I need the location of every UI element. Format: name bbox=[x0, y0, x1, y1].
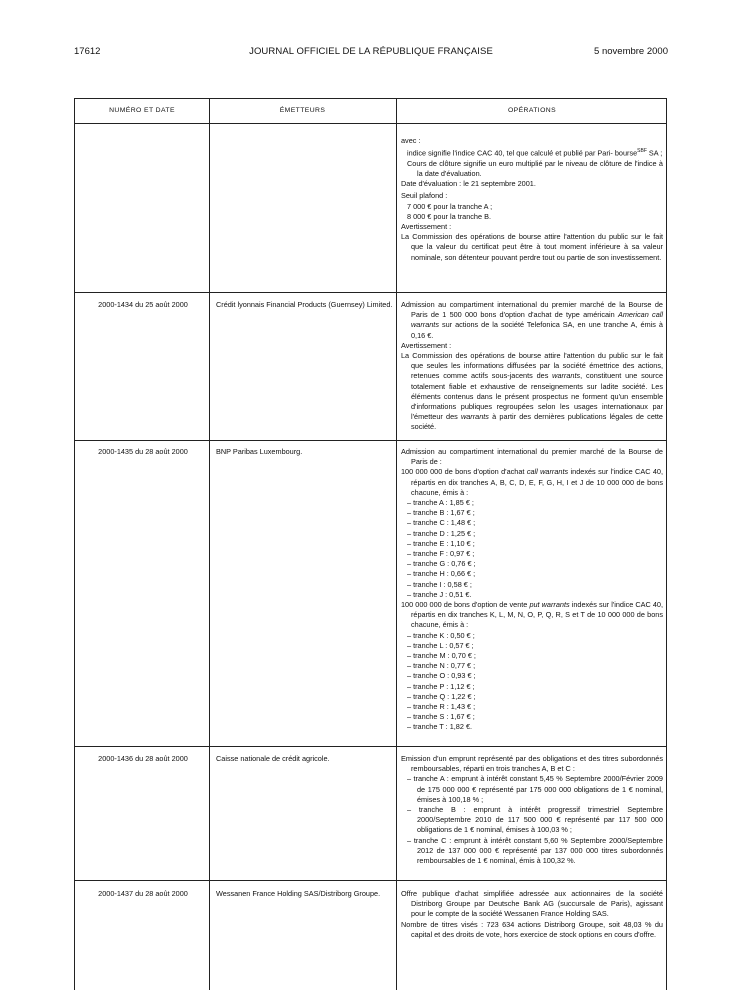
text-line: 7 000 € pour la tranche A ; bbox=[407, 201, 493, 211]
text-line bbox=[401, 146, 663, 159]
list-item: – tranche F : 0,97 € ; bbox=[407, 549, 475, 559]
row0-operations bbox=[401, 136, 663, 263]
text-line: 8 000 € pour la tranche B. bbox=[407, 211, 491, 221]
publication-date: 5 novembre 2000 bbox=[594, 46, 668, 57]
list-item: – tranche L : 0,57 € ; bbox=[407, 640, 474, 650]
page-number: 17612 bbox=[74, 46, 101, 57]
page-header bbox=[74, 46, 668, 60]
text-line: Nombre de titres visés : 723 634 actions Distriborg Groupe, soit 48,03 % du capital et des droits de vote, hors exercice de stock options en cours d'offre. bbox=[401, 919, 663, 939]
list-item: – tranche A : 1,85 € ; bbox=[407, 498, 474, 508]
text-line: Seuil plafond : bbox=[401, 191, 448, 201]
list-item: – tranche G : 0,76 € ; bbox=[407, 559, 476, 569]
row-divider bbox=[75, 440, 666, 441]
row1-numero: 2000-1434 du 25 août 2000 bbox=[98, 300, 188, 309]
column-header-numero: NUMÉRO ET DATE bbox=[109, 107, 175, 114]
text-run: bourse bbox=[614, 148, 638, 158]
text-line: La Commission des opérations de bourse attire l'attention du public sur le fait que la valeur du certificat peut être à tout moment inférieure à sa valeur nominale, son détenteur pouvant perdre tout ou partie de son investissement. bbox=[401, 232, 663, 262]
text-run: indexés sur l'indice CAC 40, répartis en dix tranches K, L, M, N, O, P, Q, R, S et T de 10 000 000 de bons chacune, émis à : bbox=[411, 600, 663, 630]
text-run: warrants bbox=[552, 371, 581, 381]
text-run: Admission au compartiment international du premier marché de la Bourse de Paris de 1 500 000 bons d'option d'achat de type américain bbox=[401, 300, 663, 320]
text-run: warrants bbox=[460, 412, 489, 422]
list-item: – tranche C : 1,48 € ; bbox=[407, 518, 476, 528]
row2-numero: 2000-1435 du 28 août 2000 bbox=[98, 447, 188, 456]
list-item: – tranche C : emprunt à intérêt constant 5,60 % Septembre 2000/Septembre 2012 de 137 000 000 € représenté par 137 000 000 titres subordonnés remboursables de 1 € nominal, émis à 100,32 %. bbox=[407, 835, 663, 866]
list-item: – tranche K : 0,50 € ; bbox=[407, 630, 475, 640]
row3-operations bbox=[401, 754, 663, 866]
list-item: – tranche R : 1,43 € ; bbox=[407, 702, 476, 712]
superscript: SBF bbox=[637, 148, 647, 155]
text-line: Admission au compartiment international du premier marché de la Bourse de Paris de : bbox=[401, 447, 663, 467]
text-run: sur actions de la société Telefonica SA, en une tranche A, émis à 0,16 €. bbox=[411, 320, 663, 340]
list-item: – tranche B : emprunt à intérêt progressif trimestriel Septembre 2000/Septembre 2010 de 117 500 000 € représenté par 117 500 000 obligations de 1 € nominal, émises à 100,03 % ; bbox=[407, 805, 663, 835]
text-run: , constituent une source totalement fiable et exhaustive de renseignements sur ladite société. Les éléments contenus dans le présent prospectus ne forment qu'un ensemble d'informations publiques regroupées selon les usages internationaux par l'émetteur des bbox=[411, 371, 663, 422]
column-header-operations: OPÉRATIONS bbox=[507, 107, 557, 114]
row-divider bbox=[75, 746, 666, 747]
text-line: avec : bbox=[401, 136, 421, 145]
text-line: Cours de clôture signifie un euro multiplié par le niveau de clôture de l'indice à la date d'évaluation. bbox=[407, 158, 663, 179]
list-item: – tranche J : 0,51 €. bbox=[407, 589, 472, 599]
row1-operations bbox=[401, 300, 663, 433]
row3-emetteur: Caisse nationale de crédit agricole. bbox=[216, 754, 330, 763]
text-line bbox=[401, 300, 663, 341]
list-item: – tranche P : 1,12 € ; bbox=[407, 681, 475, 691]
list-item: – tranche A : emprunt à intérêt constant 5,45 % Septembre 2000/Février 2009 de 175 000 000 € représenté par 175 000 000 obligations de 1 € nominal, émises à 100,18 % ; bbox=[407, 774, 663, 804]
operations-table bbox=[74, 98, 667, 990]
row-divider bbox=[75, 880, 666, 881]
text-line: Offre publique d'achat simplifiée adressée aux actionnaires de la société Distriborg Groupe par Deutsche Bank AG (succursale de Paris), agissant pour le compte de la société Wessanen France Holding SAS. bbox=[401, 889, 663, 919]
text-line bbox=[401, 467, 663, 498]
list-item: – tranche E : 1,10 € ; bbox=[407, 538, 475, 548]
text-line: Avertissement : bbox=[401, 222, 452, 232]
column-header-emetteurs: ÉMETTEURS bbox=[279, 107, 326, 114]
text-run: La Commission des opérations de bourse attire l'attention du public sur le fait que seules les informations diffusées par la société émettrice des actions, retenues comme actifs sous-jacents des bbox=[401, 351, 663, 381]
text-run: 100 000 000 de bons d'option de vente bbox=[401, 600, 530, 610]
list-item: – tranche S : 1,67 € ; bbox=[407, 712, 475, 722]
list-item: – tranche D : 1,25 € ; bbox=[407, 528, 476, 538]
text-line bbox=[401, 351, 663, 433]
row-divider bbox=[75, 292, 666, 293]
row4-numero: 2000-1437 du 28 août 2000 bbox=[98, 889, 188, 898]
text-run: SA ; bbox=[646, 148, 663, 158]
row1-emetteur: Crédit lyonnais Financial Products (Guernsey) Limited. bbox=[216, 300, 393, 309]
header-divider bbox=[75, 123, 666, 124]
text-run: à partir des dernières publications légales de cette société. bbox=[411, 412, 663, 432]
text-run: put warrants bbox=[529, 600, 570, 610]
row3-numero: 2000-1436 du 28 août 2000 bbox=[98, 754, 188, 763]
list-item: – tranche I : 0,58 € ; bbox=[407, 579, 472, 589]
text-run: 100 000 000 de bons d'option d'achat bbox=[401, 467, 527, 477]
list-item: – tranche Q : 1,22 € ; bbox=[407, 691, 476, 701]
text-line: Avertissement : bbox=[401, 340, 452, 350]
list-item: – tranche N : 0,77 € ; bbox=[407, 661, 476, 671]
row2-emetteur: BNP Paribas Luxembourg. bbox=[216, 447, 303, 456]
row4-operations bbox=[401, 889, 663, 940]
column-divider bbox=[396, 99, 397, 990]
text-run: indice signifie l'indice CAC 40, tel que calculé et publié par Pari- bbox=[407, 148, 613, 158]
list-item: – tranche B : 1,67 € ; bbox=[407, 508, 475, 518]
call-tranche-list bbox=[401, 498, 663, 600]
list-item: – tranche O : 0,93 € ; bbox=[407, 671, 476, 681]
put-tranche-list bbox=[401, 631, 663, 733]
row2-operations bbox=[401, 447, 663, 733]
journal-title: JOURNAL OFFICIEL DE LA RÉPUBLIQUE FRANÇAISE bbox=[249, 46, 493, 57]
column-divider bbox=[209, 99, 210, 990]
text-line: Emission d'un emprunt représenté par des obligations et des titres subordonnés remboursables, réparti en trois tranches A, B et C : bbox=[401, 754, 663, 774]
list-item: – tranche H : 0,66 € ; bbox=[407, 569, 476, 579]
list-item: – tranche M : 0,70 € ; bbox=[407, 651, 476, 661]
text-run: American call warrants bbox=[411, 310, 663, 330]
text-run: call warrants bbox=[526, 467, 569, 477]
list-item: – tranche T : 1,82 €. bbox=[407, 722, 473, 732]
row4-emetteur: Wessanen France Holding SAS/Distriborg Groupe. bbox=[216, 889, 381, 898]
text-line bbox=[401, 600, 663, 631]
text-line: Date d'évaluation : le 21 septembre 2001. bbox=[401, 179, 536, 189]
text-run: indexés sur l'indice CAC 40, répartis en dix tranches A, B, C, D, E, F, G, H, I et J de 10 000 000 de bons chacune, émis à : bbox=[411, 467, 663, 497]
